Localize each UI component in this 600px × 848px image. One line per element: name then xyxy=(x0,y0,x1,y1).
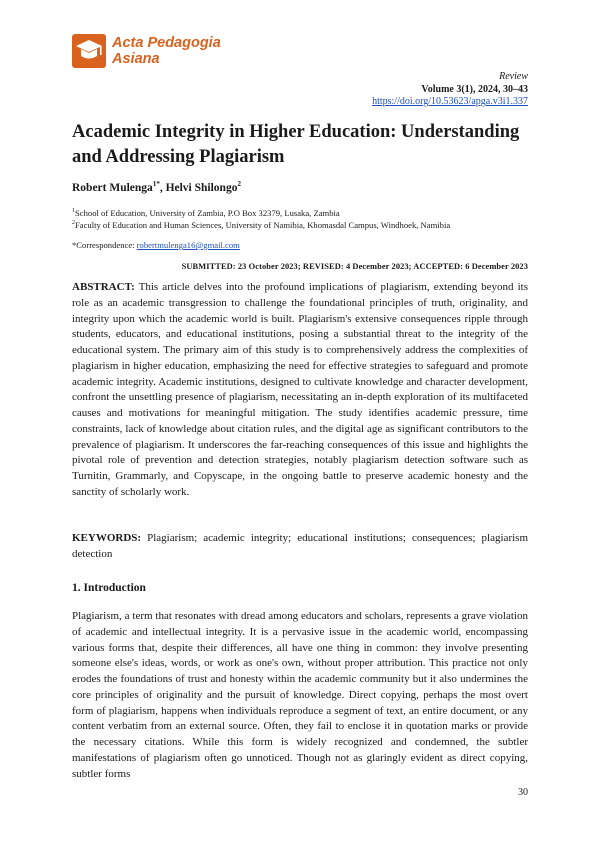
volume-info: Volume 3(1), 2024, 30–43 xyxy=(421,83,528,95)
author-list xyxy=(72,180,241,194)
keywords-label: KEYWORDS: xyxy=(72,532,142,544)
author-name: Robert Mulenga xyxy=(72,181,153,194)
article-type: Review xyxy=(499,71,528,82)
keywords-text: Plagiarism; academic integrity; educational institutions; consequences; plagiarism detection xyxy=(72,532,528,560)
correspondence-email-link[interactable]: robertmulenga16@gmail.com xyxy=(136,240,240,250)
journal-name-line2: Asiana xyxy=(112,51,160,67)
journal-logo xyxy=(72,34,221,68)
abstract-text: This article delves into the profound implications of plagiarism, extending beyond its role as an academic transgression to challenge the foundational principles of truth, originality, and integrity upon which the academic world is built. Plagiarism's extensive consequences ripple through students, educators, and educational institutions, posing a substantial threat to the integrity of the educational system. The primary aim of this study is to comprehensively address the complexities of plagiarism in higher education, emphasizing the need for effective strategies to safeguard and promote academic integrity. Academic institutions, designed to cultivate knowledge and character development, confront the unsettling presence of plagiarism, necessitating an in-depth exploration of its multifaceted causes and motivations for meaningful mitigation. The study identifies academic pressure, time constraints, lack of knowledge about citation rules, and the digital age as significant contributors to the prevalence of plagiarism. It underscores the far-reaching consequences of this issue and highlights the pivotal role of prevention and detection strategies, notably plagiarism detection software such as Turnitin, Grammarly, and Copyscape, in the ongoing battle to preserve academic honesty and the sanctity of scholarly work. xyxy=(72,281,528,498)
author-separator: , xyxy=(159,181,166,194)
paper-title: Academic Integrity in Higher Education: Understanding and Addressing Plagiarism xyxy=(72,122,520,167)
author-affiliation-marker: 2 xyxy=(237,180,241,188)
author-affiliation-marker: 1* xyxy=(152,180,160,188)
article-meta xyxy=(372,71,528,109)
abstract-label: ABSTRACT: xyxy=(72,281,135,293)
journal-name-line1: Acta Pedagogia xyxy=(112,35,221,51)
page-number: 30 xyxy=(518,787,528,798)
correspondence-label: *Correspondence: xyxy=(72,240,137,250)
abstract xyxy=(72,280,528,501)
affiliation xyxy=(72,206,340,219)
affiliation-text: School of Education, University of Zambia, P.O Box 32379, Lusaka, Zambia xyxy=(75,207,340,218)
affiliation-marker: 1 xyxy=(72,208,75,214)
affiliation-text: Faculty of Education and Human Sciences, University of Namibia, Khomasdal Campus, Windhoek, Namibia xyxy=(75,219,451,230)
author-name: Helvi Shilongo xyxy=(165,181,238,194)
body-paragraph: Plagiarism, a term that resonates with dread among educators and scholars, represents a grave violation of academic and intellectual integrity. It is a pervasive issue in the academic world, encompassing various forms that, despite their differences, all have one thing in common: they involve presenting someone else's ideas, words, or work as one's own, without proper attribution. This practice not only erodes the foundations of trust and honesty within the academic community but it also undermines the core principles of originality and the pursuit of knowledge. Direct copying, perhaps the most overt form of plagiarism, happens when individuals reproduce a segment of text, an entire document, or any content verbatim from an external source. Often, they fail to enclose it in quotation marks or provide the necessary citations. While this form is widely recognized and condemned, the subtler manifestations of plagiarism often go unnoticed. Though not as glaringly evident as direct copying, subtler forms xyxy=(72,610,528,780)
doi-link[interactable]: https://doi.org/10.53623/apga.v3i1.337 xyxy=(372,96,528,107)
affiliation-marker: 2 xyxy=(72,220,75,226)
journal-name xyxy=(112,35,221,67)
affiliation xyxy=(72,218,450,231)
correspondence xyxy=(72,240,240,250)
journal-logo-icon xyxy=(72,34,106,68)
submission-dates: SUBMITTED: 23 October 2023; REVISED: 4 December 2023; ACCEPTED: 6 December 2023 xyxy=(181,262,528,271)
section-heading: 1. Introduction xyxy=(72,582,146,594)
keywords xyxy=(72,531,528,563)
